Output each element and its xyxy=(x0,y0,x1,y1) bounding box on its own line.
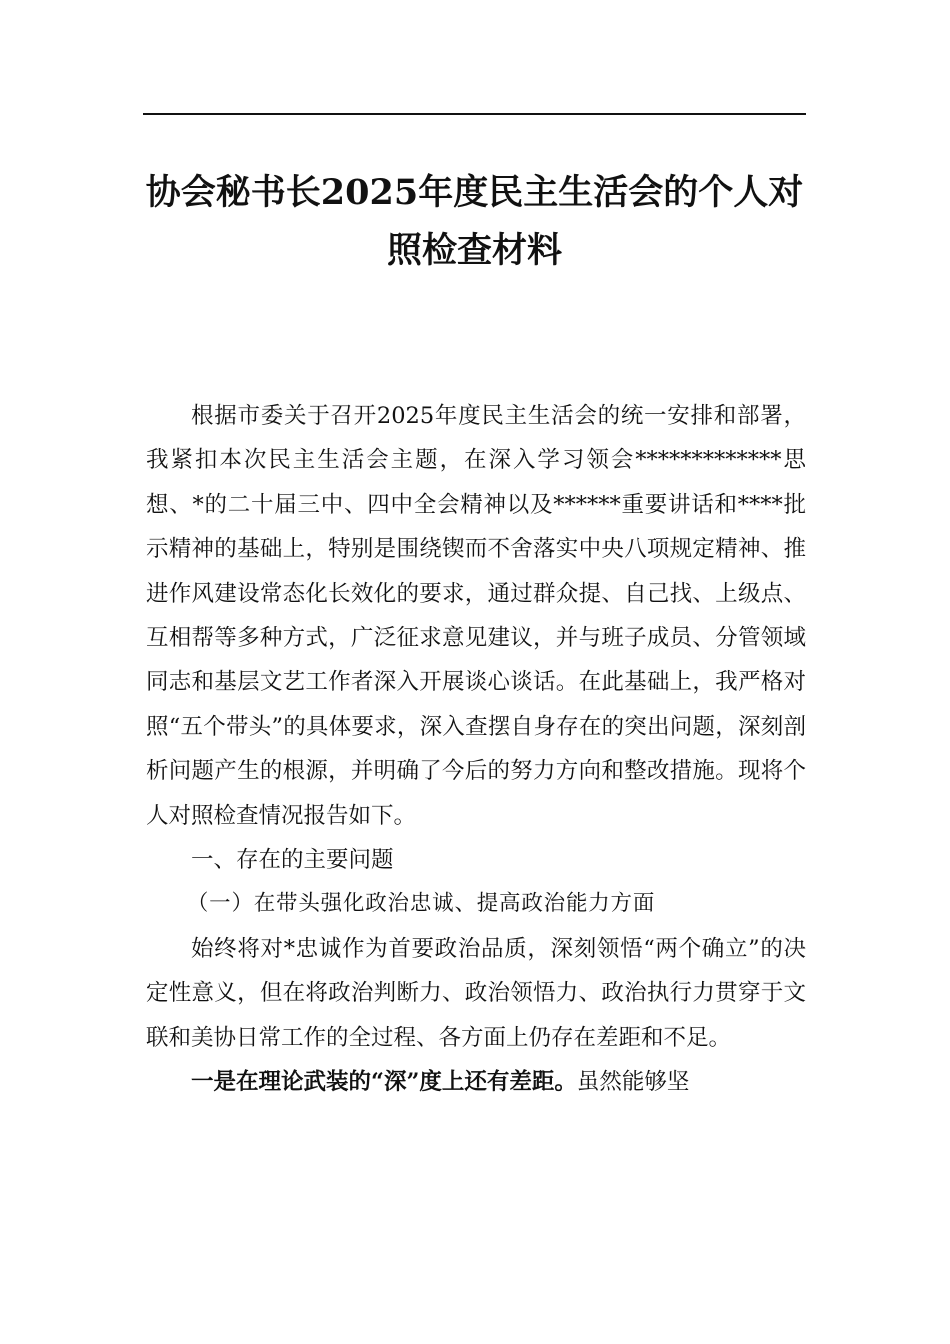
point-paragraph xyxy=(146,1060,806,1104)
document-body xyxy=(146,394,806,1105)
intro-paragraph: 根据市委关于召开2025年度民主生活会的统一安排和部署，我紧扣本次民主生活会主题，在深入学习领会*************思想、*的二十届三中、四中全会精神以及******重要讲话和****批示精神的基础上，特别是围绕锲而不舍落实中央八项规定精神、推进作风建设常态化长效化的要求，通过群众提、自己找、上级点、互相帮等多种方式，广泛征求意见建议，并与班子成员、分管领域同志和基层文艺工作者深入开展谈心谈话。在此基础上，我严格对照“五个带头”的具体要求，深入查摆自身存在的突出问题，深刻剖析问题产生的根源，并明确了今后的努力方向和整改措施。现将个人对照检查情况报告如下。 xyxy=(146,403,806,829)
subsection-heading: （一）在带头强化政治忠诚、提高政治能力方面 xyxy=(186,891,656,917)
point-lead: 一是在理论武装的“深”度上还有差距。 xyxy=(191,1069,577,1096)
section-heading: 一、存在的主要问题 xyxy=(191,847,394,874)
point-rest: 虽然能够坚 xyxy=(576,1069,690,1096)
header-rule xyxy=(143,113,806,115)
document-title: 协会秘书长2025年度民主生活会的个人对照检查材料 xyxy=(145,172,804,271)
subsection-paragraph: 始终将对*忠诚作为首要政治品质，深刻领悟“两个确立”的决定性意义，但在将政治判断力、政治领悟力、政治执行力贯穿于文联和美协日常工作的全过程、各方面上仍存在差距和不足。 xyxy=(146,935,806,1051)
